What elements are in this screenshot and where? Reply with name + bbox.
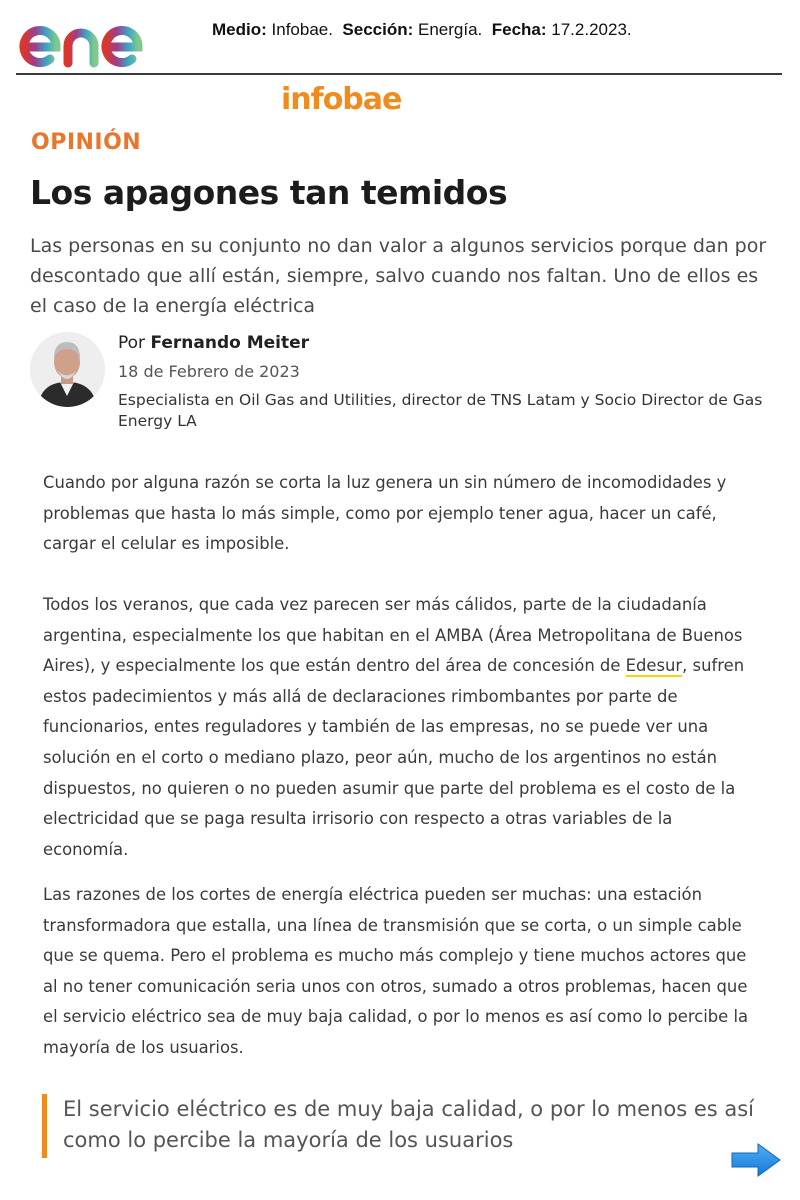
press-clipping-meta	[212, 20, 632, 40]
body-paragraph-1: Cuando por alguna razón se corta la luz genera un sin número de incomodidades y problemas que hasta lo más simple, como por ejemplo tener agua, hacer un café, cargar el celular es imposible.	[43, 473, 727, 554]
fecha-value: 17.2.2023.	[551, 20, 632, 39]
enel-logo	[16, 14, 172, 68]
seccion-value: Energía.	[418, 20, 483, 39]
medio-value: Infobae.	[271, 20, 333, 39]
header-divider	[16, 73, 782, 75]
author-avatar[interactable]	[30, 332, 105, 407]
byline-prefix: Por	[118, 333, 146, 353]
edesur-link[interactable]: Edesur	[625, 656, 683, 676]
author-name[interactable]: Fernando Meiter	[150, 333, 310, 353]
p2-text-after: , sufren estos padecimientos y más allá de declaraciones rimbombantes por parte de funcionarios, entes reguladores y también de las empresas, no se puede ver una solución en el corto o mediano plazo, peor aún, mucho de los argentinos no están dispuestos, no quieren o no pueden asumir que parte del problema es el costo de la electricidad que se paga resulta irrisorio con respecto a otras variables de la economía.	[43, 656, 745, 859]
author-bio: Especialista en Oil Gas and Utilities, director de TNS Latam y Socio Director de Gas Energy LA	[118, 391, 763, 430]
infobae-logo[interactable]: infobae	[281, 82, 402, 117]
body-paragraph-2	[43, 590, 755, 865]
body-paragraph-3: Las razones de los cortes de energía eléctrica pueden ser muchas: una estación transformadora que estalla, una línea de transmisión que se corta, o un simple cable que se quema. Pero el problema es mucho más complejo y tiene muchos actores que al no tener comunicación seria unos con otros, sumado a otros problemas, hacen que el servicio eléctrico sea de muy baja calidad, o por lo menos es así como lo percibe la mayoría de los usuarios.	[43, 885, 749, 1057]
section-kicker: OPINIÓN	[31, 130, 142, 155]
article-deck: Las personas en su conjunto no dan valor a algunos servicios porque dan por descontado que allí están, siempre, salvo cuando nos faltan. Uno de ellos es el caso de la energía eléctrica	[30, 235, 767, 317]
seccion-label: Sección:	[342, 20, 414, 39]
p2-text-before: Todos los veranos, que cada vez parecen ser más cálidos, parte de la ciudadanía argentina, especialmente los que habitan en el AMBA (Área Metropolitana de Buenos Aires), y especialmente los que están dentro del área de concesión de	[43, 595, 743, 676]
byline	[118, 333, 309, 353]
arrow-right-icon[interactable]	[730, 1142, 782, 1178]
publish-date: 18 de Febrero de 2023	[118, 362, 300, 381]
article-headline: Los apagones tan temidos	[30, 173, 508, 212]
pull-quote: El servicio eléctrico es de muy baja calidad, o por lo menos es así como lo percibe la mayoría de los usuarios	[42, 1094, 760, 1158]
medio-label: Medio:	[212, 20, 267, 39]
fecha-label: Fecha:	[491, 20, 547, 39]
